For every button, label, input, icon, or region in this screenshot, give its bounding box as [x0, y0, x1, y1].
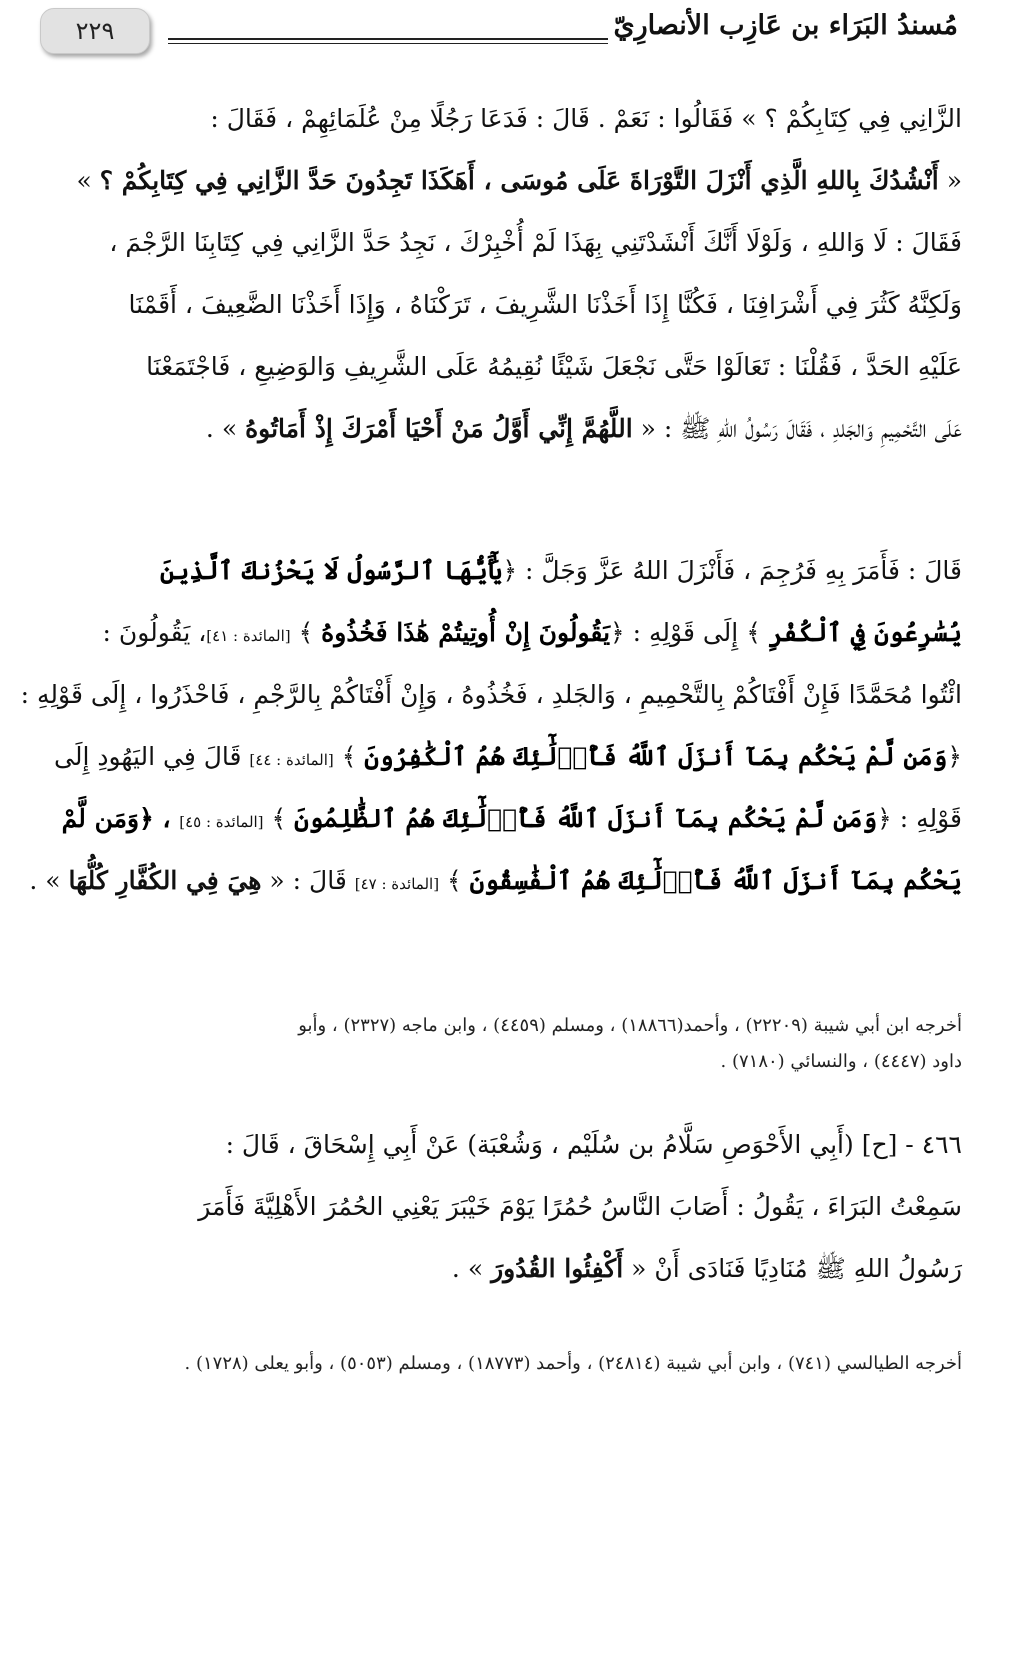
text-line: قَوْلِهِ : ﴿وَمَن لَّمْ يَحْكُم بِمَآ أَنزَلَ ٱللَّهُ فَأُو۟لَٰٓئِكَ هُمُ ٱلظَّٰلِمُونَ ﴾ [المائدة : ٤٥] ، ﴿وَمَن لَّمْ [61, 804, 962, 833]
text-line: فَقَالَ : لَا وَاللهِ ، وَلَوْلَا أَنَّكَ أَنْشَدْتَنِي بِهَذَا لَمْ أُخْبِرْكَ ، نَجِدُ حَدَّ الزَّانِي فِي كِتَابِنَا الرَّجْمَ ، [109, 228, 962, 257]
surah-reference: [المائدة : ٤٥] [179, 813, 264, 831]
hadith-text: أَكْفِئُوا القُدُورَ [491, 1254, 624, 1283]
takhrij-line: داود (٤٤٤٧) ، والنسائي (٧١٨٠) . [720, 1051, 962, 1072]
text-line: يَحْكُم بِمَآ أَنزَلَ ٱللَّهُ فَأُو۟لَٰٓئِكَ هُمُ ٱلْفَٰسِقُونَ ﴾ [المائدة : ٤٧] قَالَ : « هِيَ فِي الكُفَّارِ كُلُّهَا » . [29, 866, 962, 895]
text-line: ٤٦٦ - [ح] (أَبِي الأَحْوَصِ سَلَّامُ بن سُلَيْم ، وَشُعْبَة) عَنْ أَبِي إِسْحَاقَ ، قَالَ : [225, 1130, 962, 1159]
text-line: « أَنْشُدُكَ بِاللهِ الَّذِي أَنْزَلَ التَّوْرَاةَ عَلَى مُوسَى ، أَهَكَذَا تَجِدُونَ حَدَّ الزَّانِي فِي كِتَابِكُمْ ؟ » [76, 166, 962, 195]
text-line: قَالَ : فَأَمَرَ بِهِ فَرُجِمَ ، فَأَنْزَلَ اللهُ عَزَّ وَجَلَّ : ﴿يَٰٓأَيُّهَا ٱلرَّسُولُ لَا يَحْزُنكَ ٱلَّذِينَ [160, 556, 962, 585]
text-line: يُسَٰرِعُونَ فِي ٱلْكُفْرِ ﴾ إِلَى قَوْلِهِ : ﴿يَقُولُونَ إِنْ أُوتِيتُمْ هَٰذَا فَخُذُوهُ ﴾ [المائدة : ٤١]، يَقُولُونَ : [102, 618, 962, 647]
text-line: الزَّانِي فِي كِتَابِكُمْ ؟ » فَقَالُوا : نَعَمْ . قَالَ : فَدَعَا رَجُلًا مِنْ عُلَمَائِهِمْ ، فَقَالَ : [210, 104, 962, 133]
text-line: عَلَى التَّحْمِيمِ وَالجَلدِ ، فَقَالَ رَسُولُ اللهِ ﷺ : « اللَّهُمَّ إِنِّي أَوَّلُ مَنْ أَحْيَا أَمْرَكَ إِذْ أَمَاتُوهُ » . [205, 414, 962, 443]
takhrij-line: أخرجه ابن أبي شيبة (٢٢٢٠٩) ، وأحمد(١٨٨٦٦) ، ومسلم (٤٤٥٩) ، وابن ماجه (٢٣٢٧) ، وأبو [298, 1015, 962, 1036]
text-line: وَلَكِنَّهُ كَثُرَ فِي أَشْرَافِنَا ، فَكُنَّا إِذَا أَخَذْنَا الشَّرِيفَ ، تَرَكْنَاهُ ، وَإِذَا أَخَذْنَا الضَّعِيفَ ، أَقَمْنَا [128, 290, 962, 319]
text-line: ﴿وَمَن لَّمْ يَحْكُم بِمَآ أَنزَلَ ٱللَّهُ فَأُو۟لَٰٓئِكَ هُمُ ٱلْكَٰفِرُونَ ﴾ [المائدة : ٤٤] قَالَ فِي اليَهُودِ إِلَى [54, 742, 962, 771]
passage-3 [48, 1114, 962, 1300]
hadith-text: اللَّهُمَّ إِنِّي أَوَّلُ مَنْ أَحْيَا أَمْرَكَ إِذْ أَمَاتُوهُ [245, 414, 633, 443]
quran-verse: يَٰٓأَيُّهَا ٱلرَّسُولُ لَا يَحْزُنكَ ٱلَّذِينَ [160, 556, 503, 585]
header-rule [168, 38, 608, 44]
text-line: سَمِعْتُ البَرَاءَ ، يَقُولُ : أَصَابَ النَّاسُ حُمُرًا يَوْمَ خَيْبَرَ يَعْنِي الحُمُرَ الأَهْلِيَّةَ فَأَمَرَ [198, 1192, 962, 1221]
text-line: ائْتُوا مُحَمَّدًا فَإِنْ أَفْتَاكُمْ بِالتَّحْمِيمِ ، وَالجَلدِ ، فَخُذُوهُ ، وَإِنْ أَفْتَاكُمْ بِالرَّجْمِ ، فَاحْذَرُوا ، إِلَى قَوْلِهِ : [20, 680, 962, 709]
text-line: عَلَيْهِ الحَدَّ ، فَقُلْنَا : تَعَالَوْا حَتَّى نَجْعَلَ شَيْئًا نُقِيمُهُ عَلَى الشَّرِيفِ وَالوَضِيعِ ، فَاجْتَمَعْنَا [146, 352, 962, 381]
hadith-text: أَنْشُدُكَ بِاللهِ الَّذِي أَنْزَلَ التَّوْرَاةَ عَلَى مُوسَى ، أَهَكَذَا تَجِدُونَ حَدَّ الزَّانِي فِي كِتَابِكُمْ ؟ [99, 166, 939, 195]
takhrij-footnote-2 [48, 1346, 962, 1382]
surah-reference: [المائدة : ٤١] [206, 627, 291, 645]
page-number-badge: ٢٢٩ [40, 8, 150, 54]
quran-verse: وَمَن لَّمْ يَحْكُم بِمَآ أَنزَلَ ٱللَّهُ فَأُو۟لَٰٓئِكَ هُمُ ٱلْكَٰفِرُونَ [364, 742, 948, 771]
surah-reference: [المائدة : ٤٤] [249, 751, 334, 769]
quran-verse: يَقُولُونَ إِنْ أُوتِيتُمْ هَٰذَا فَخُذُوهُ [321, 618, 611, 647]
surah-reference: [المائدة : ٤٧] [354, 875, 440, 893]
takhrij-line: أخرجه الطيالسي (٧٤١) ، وابن أبي شيبة (٢٤٨١٤) ، وأحمد (١٨٧٧٣) ، ومسلم (٥٠٥٣) ، وأبو يعلى (١٧٢٨) . [184, 1353, 962, 1374]
quran-verse: وَمَن لَّمْ يَحْكُم بِمَآ أَنزَلَ ٱللَّهُ فَأُو۟لَٰٓئِكَ هُمُ ٱلظَّٰلِمُونَ [294, 804, 878, 833]
quran-verse: يَحْكُم بِمَآ أَنزَلَ ٱللَّهُ فَأُو۟لَٰٓئِكَ هُمُ ٱلْفَٰسِقُونَ [469, 866, 962, 895]
running-title: مُسندُ البَرَاء بن عَازِب الأنصارِيّ [613, 10, 958, 41]
page-header [0, 0, 1010, 60]
quran-verse: يُسَٰرِعُونَ فِي ٱلْكُفْرِ [768, 618, 962, 647]
passage-1 [48, 88, 962, 460]
hadith-text: هِيَ فِي الكُفَّارِ كُلُّهَا [68, 866, 262, 895]
text-line: رَسُولُ اللهِ ﷺ مُنَادِيًا فَنَادَى أَنْ « أَكْفِئُوا القُدُورَ » . [451, 1254, 962, 1283]
passage-2 [20, 540, 962, 912]
takhrij-footnote-1 [48, 1008, 962, 1080]
